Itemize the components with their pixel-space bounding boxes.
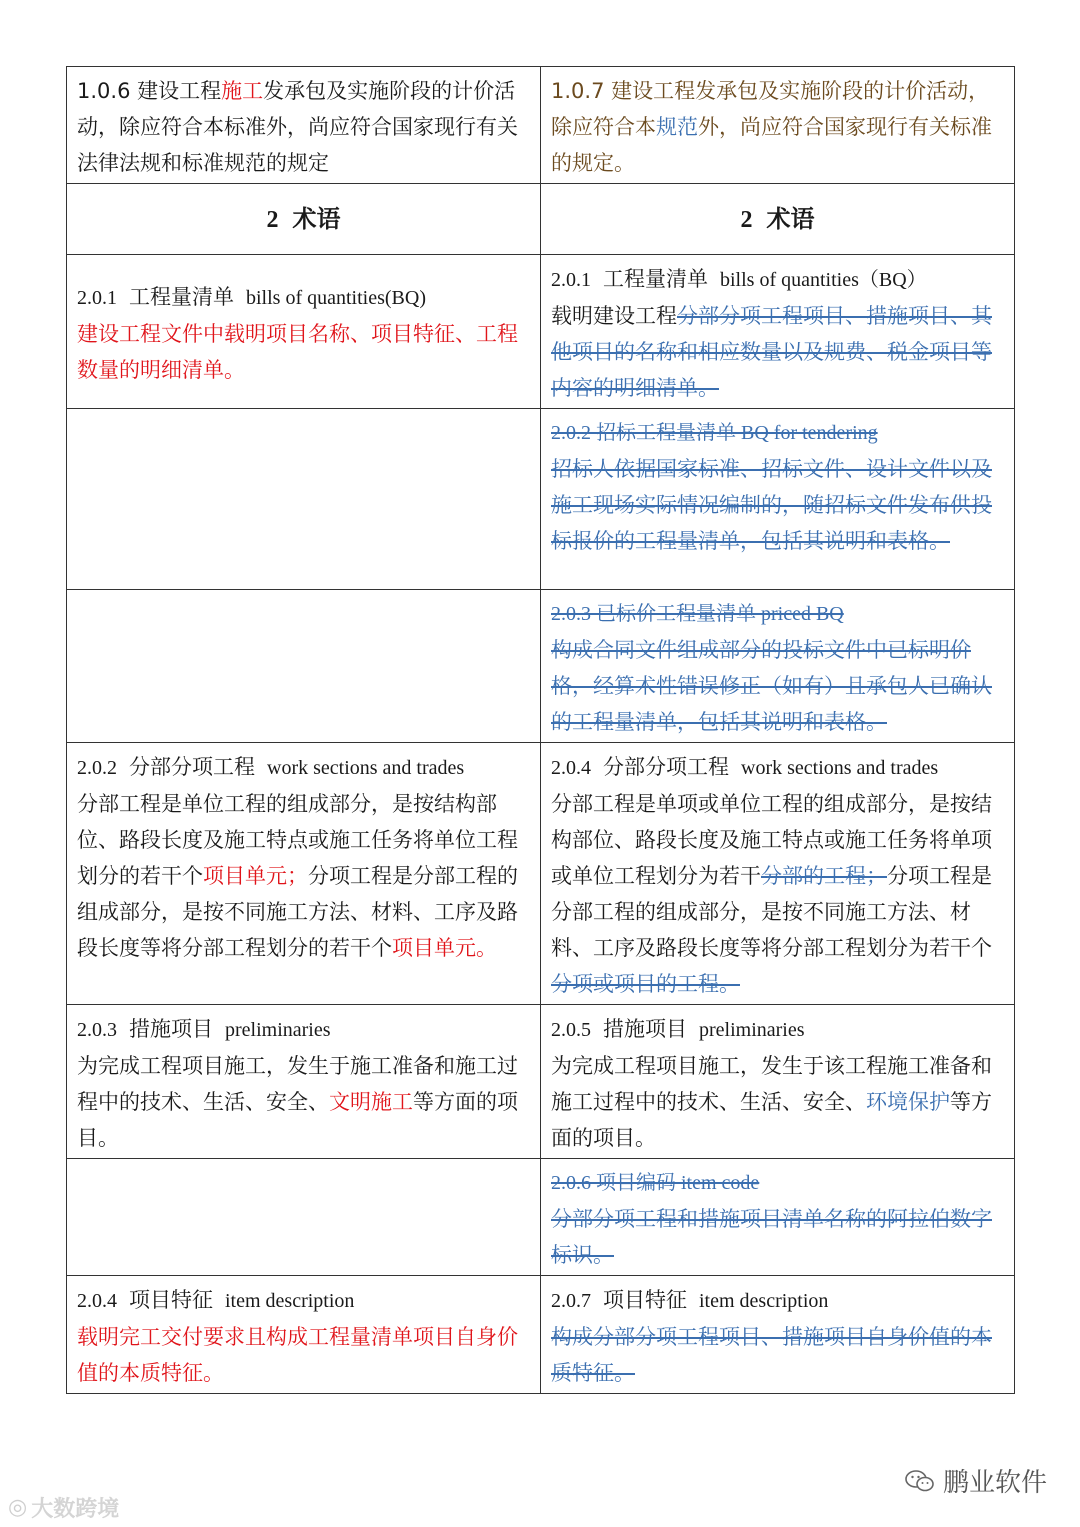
table-row: [67, 1159, 1015, 1276]
right-cell: [541, 255, 1015, 409]
changed-text: 施工: [221, 79, 264, 103]
left-heading-cell: [67, 184, 541, 255]
left-cell: [67, 1276, 541, 1394]
term-title: 2.0.7 项目特征 item description: [551, 1288, 829, 1312]
right-cell: [541, 67, 1015, 184]
right-cell: [541, 743, 1015, 1005]
wechat-icon: [905, 1469, 935, 1493]
term-definition: 为完成工程项目施工，发生于施工准备和施工过程中的技术、生活、安全、文明施工等方面的项目。: [77, 1054, 518, 1150]
deleted-term-definition: 构成合同文件组成部分的投标文件中已标明价格，经算术性错误修正（如有）且承包人已确认的工程量清单，包括其说明和表格。: [551, 638, 992, 734]
deleted-term-title: 2.0.3 已标价工程量清单 priced BQ: [551, 603, 844, 625]
clause-text: 外，尚应符合国家现行有关标准的规定。: [551, 115, 992, 175]
term-definition: 分部工程是单位工程的组成部分，是按结构部位、路段长度及施工特点或施工任务将单位工程划分的若干个项目单元；分项工程是分部工程的组成部分，是按不同施工方法、材料、工序及路段长度等将分部工程划分的若干个项目单元。: [77, 792, 518, 960]
right-cell: [541, 1005, 1015, 1159]
table-row: [67, 1276, 1015, 1394]
term-definition: 载明建设工程分部分项工程项目、措施项目、其他项目的名称和相应数量以及规费、税金项目等内容的明细清单。: [551, 304, 992, 400]
term-title: 2.0.1 工程量清单 bills of quantities（BQ）: [551, 267, 927, 291]
deleted-term-definition: 分部分项工程和措施项目清单名称的阿拉伯数字标识。: [551, 1207, 992, 1267]
term-definition: 分部工程是单项或单位工程的组成部分，是按结构部位、路段长度及施工特点或施工任务将单项或单位工程划分为若干分部的工程；分项工程是分部工程的组成部分，是按不同施工方法、材料、工序及路段长度等将分部工程划分为若干个分项或项目的工程。: [551, 792, 992, 996]
clause-text: 1.0.6 建设工程: [77, 79, 222, 103]
left-cell: [67, 743, 541, 1005]
left-cell: [67, 255, 541, 409]
watermark-text: 鹏业软件: [943, 1468, 1048, 1498]
term-definition: 建设工程文件中载明项目名称、项目特征、工程数量的明细清单。: [77, 322, 518, 382]
comparison-table: [66, 66, 1015, 1394]
left-cell-empty: [67, 409, 541, 590]
right-cell: [541, 1159, 1015, 1276]
section-heading: 2 术语: [266, 204, 341, 233]
right-cell: [541, 409, 1015, 590]
term-title: 2.0.1 工程量清单 bills of quantities(BQ): [77, 285, 426, 309]
deleted-term-title: 2.0.6 项目编码 item code: [551, 1172, 760, 1194]
clause-text: 发承包及实施阶段的计价活动，除应符合本标准外，尚应符合国家现行有关法律法规和标准规范的规定: [77, 79, 518, 175]
term-definition: 构成分部分项工程项目、措施项目自身价值的本质特征。: [551, 1325, 992, 1385]
clause-text: 1.0.7 建设工程发承包及实施阶段的计价活动，除应符合本: [551, 79, 990, 139]
term-title: 2.0.5 措施项目 preliminaries: [551, 1017, 805, 1041]
term-title: 2.0.4 分部分项工程 work sections and trades: [551, 755, 939, 779]
table-row: [67, 67, 1015, 184]
deleted-term-title: 2.0.2 招标工程量清单 BQ for tendering: [551, 422, 878, 444]
left-cell: [67, 67, 541, 184]
term-definition: 载明完工交付要求且构成工程量清单项目自身价值的本质特征。: [77, 1325, 518, 1385]
changed-text: 规范: [656, 115, 698, 139]
term-title: 2.0.4 项目特征 item description: [77, 1288, 355, 1312]
watermark-text: 大数跨境: [31, 1497, 120, 1522]
left-cell-empty: [67, 590, 541, 743]
table-row: [67, 743, 1015, 1005]
left-cell: [67, 1005, 541, 1159]
deleted-term-definition: 招标人依据国家标准、招标文件、设计文件以及施工现场实际情况编制的，随招标文件发布供投标报价的工程量清单，包括其说明和表格。: [551, 457, 992, 553]
table-row: [67, 1005, 1015, 1159]
right-heading-cell: [541, 184, 1015, 255]
term-definition: 为完成工程项目施工，发生于该工程施工准备和施工过程中的技术、生活、安全、环境保护等方面的项目。: [551, 1054, 992, 1150]
table-row: [67, 255, 1015, 409]
right-cell: [541, 1276, 1015, 1394]
table-row: [67, 184, 1015, 255]
term-title: 2.0.3 措施项目 preliminaries: [77, 1017, 331, 1041]
table-row: [67, 409, 1015, 590]
left-cell-empty: [67, 1159, 541, 1276]
table-row: [67, 590, 1015, 743]
watermark-left: [8, 1492, 119, 1523]
weibo-icon: ◎: [8, 1495, 28, 1520]
watermark-right: [905, 1462, 1047, 1499]
right-cell: [541, 590, 1015, 743]
section-heading: 2 术语: [740, 204, 815, 233]
term-title: 2.0.2 分部分项工程 work sections and trades: [77, 755, 465, 779]
